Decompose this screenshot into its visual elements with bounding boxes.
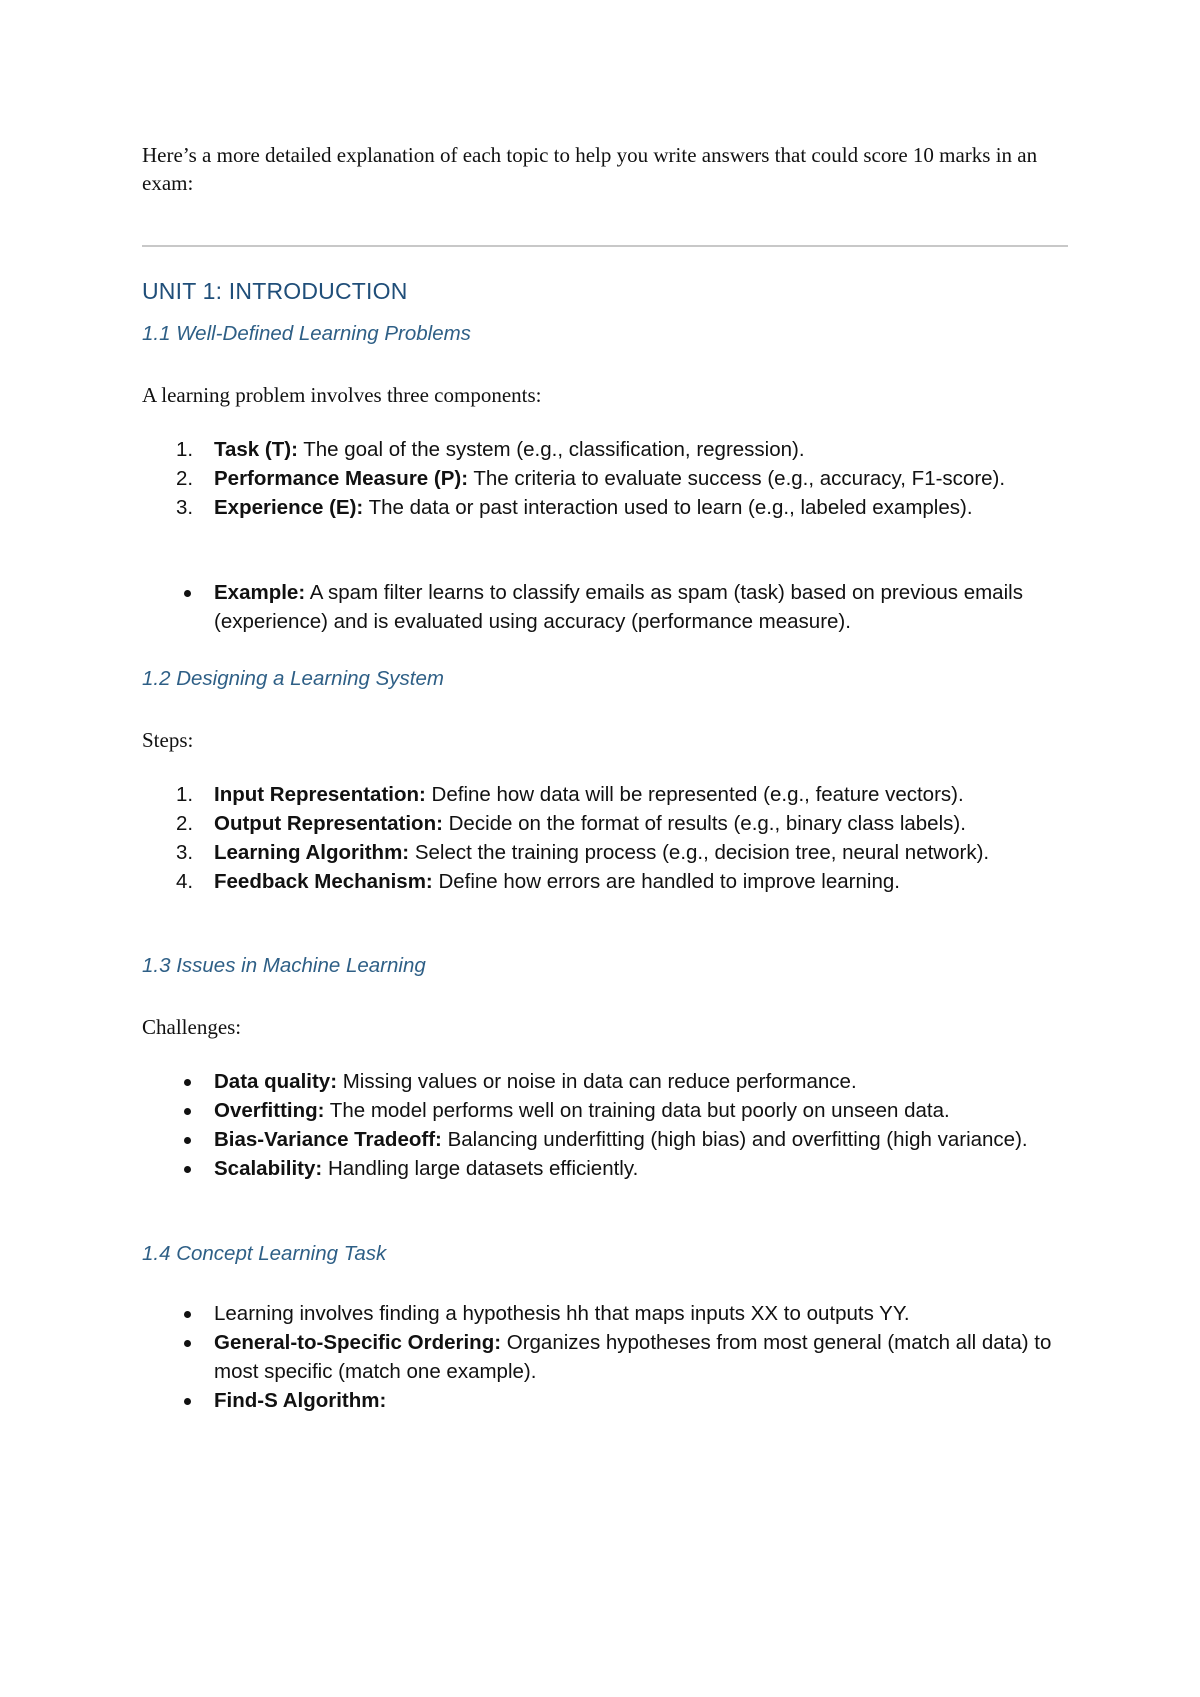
item-term: Input Representation: [214,783,426,806]
bullet-icon [184,590,191,597]
item-term: Experience (E): [214,496,364,519]
section-1-3-lead: Challenges: [142,1015,242,1039]
item-text: Select the training process (e.g., decision tree, neural network). [409,841,990,864]
list-item [142,838,1068,867]
concept-list [142,1299,1068,1415]
list-item [142,1154,1068,1183]
list-number: 1. [176,438,194,461]
item-text: Define how data will be represented (e.g., feature vectors). [425,783,964,806]
list-item [142,435,1068,464]
section-heading-1-2: 1.2 Designing a Learning System [142,667,444,690]
item-term: Learning Algorithm: [214,841,410,864]
section-heading-1-1: 1.1 Well-Defined Learning Problems [142,322,471,345]
section-1-2-lead: Steps: [142,728,194,752]
item-text: The model performs well on training data but poorly on unseen data. [324,1099,950,1122]
list-number: 2. [176,467,194,490]
item-term: Output Representation: [214,812,443,835]
bullet-icon [184,1108,191,1115]
section-1-1-lead: A learning problem involves three components: [142,383,542,407]
list-item [142,1096,1068,1125]
list-item [142,780,1068,809]
list-item [142,464,1068,493]
challenges-list [142,1067,1068,1183]
list-item [142,578,1068,636]
item-text: A spam filter learns to classify emails as spam (task) based on previous emails (experience) and is evaluated using accuracy (performance measure). [214,581,1023,633]
item-term: Find-S Algorithm: [214,1389,387,1412]
list-item [142,1386,1068,1415]
list-item [142,1125,1068,1154]
list-number: 3. [176,841,194,864]
item-term: Feedback Mechanism: [214,870,433,893]
item-text: Learning involves finding a hypothesis hh that maps inputs XX to outputs YY. [214,1302,910,1325]
bullet-icon [184,1340,191,1347]
components-list [142,435,1068,522]
bullet-icon [184,1079,191,1086]
item-term: Example: [214,581,306,604]
list-number: 2. [176,812,194,835]
item-term: Scalability: [214,1157,323,1180]
item-text: The criteria to evaluate success (e.g., accuracy, F1-score). [468,467,1006,490]
section-heading-1-4: 1.4 Concept Learning Task [142,1242,387,1265]
intro-paragraph: Here’s a more detailed explanation of each topic to help you write answers that could score 10 marks in an exam: [142,143,1038,195]
item-term: Task (T): [214,438,298,461]
item-text: The data or past interaction used to learn (e.g., labeled examples). [363,496,973,519]
item-term: Overfitting: [214,1099,325,1122]
example-list [142,578,1068,636]
list-number: 1. [176,783,194,806]
list-item [142,867,1068,896]
list-item [142,1299,1068,1328]
bullet-icon [184,1166,191,1173]
item-text: Handling large datasets efficiently. [322,1157,639,1180]
item-text: Missing values or noise in data can reduce performance. [337,1070,857,1093]
bullet-icon [184,1137,191,1144]
item-text: The goal of the system (e.g., classification, regression). [297,438,805,461]
item-text: Decide on the format of results (e.g., binary class labels). [442,812,966,835]
item-text: Define how errors are handled to improve learning. [432,870,900,893]
bullet-icon [184,1398,191,1405]
list-number: 4. [176,870,194,893]
item-term: Performance Measure (P): [214,467,469,490]
unit-heading: UNIT 1: INTRODUCTION [142,278,408,304]
section-heading-1-3: 1.3 Issues in Machine Learning [142,954,426,977]
item-text: Balancing underfitting (high bias) and overfitting (high variance). [441,1128,1028,1151]
list-number: 3. [176,496,194,519]
list-item [142,1328,1068,1386]
item-term: General-to-Specific Ordering: [214,1331,502,1354]
list-item [142,1067,1068,1096]
horizontal-rule [142,245,1068,247]
item-text: Organizes hypotheses from most general (match all data) to most specific (match one example). [214,1331,1052,1383]
item-term: Data quality: [214,1070,338,1093]
steps-list [142,780,1068,896]
list-item [142,493,1068,522]
bullet-icon [184,1311,191,1318]
item-term: Bias-Variance Tradeoff: [214,1128,442,1151]
list-item [142,809,1068,838]
